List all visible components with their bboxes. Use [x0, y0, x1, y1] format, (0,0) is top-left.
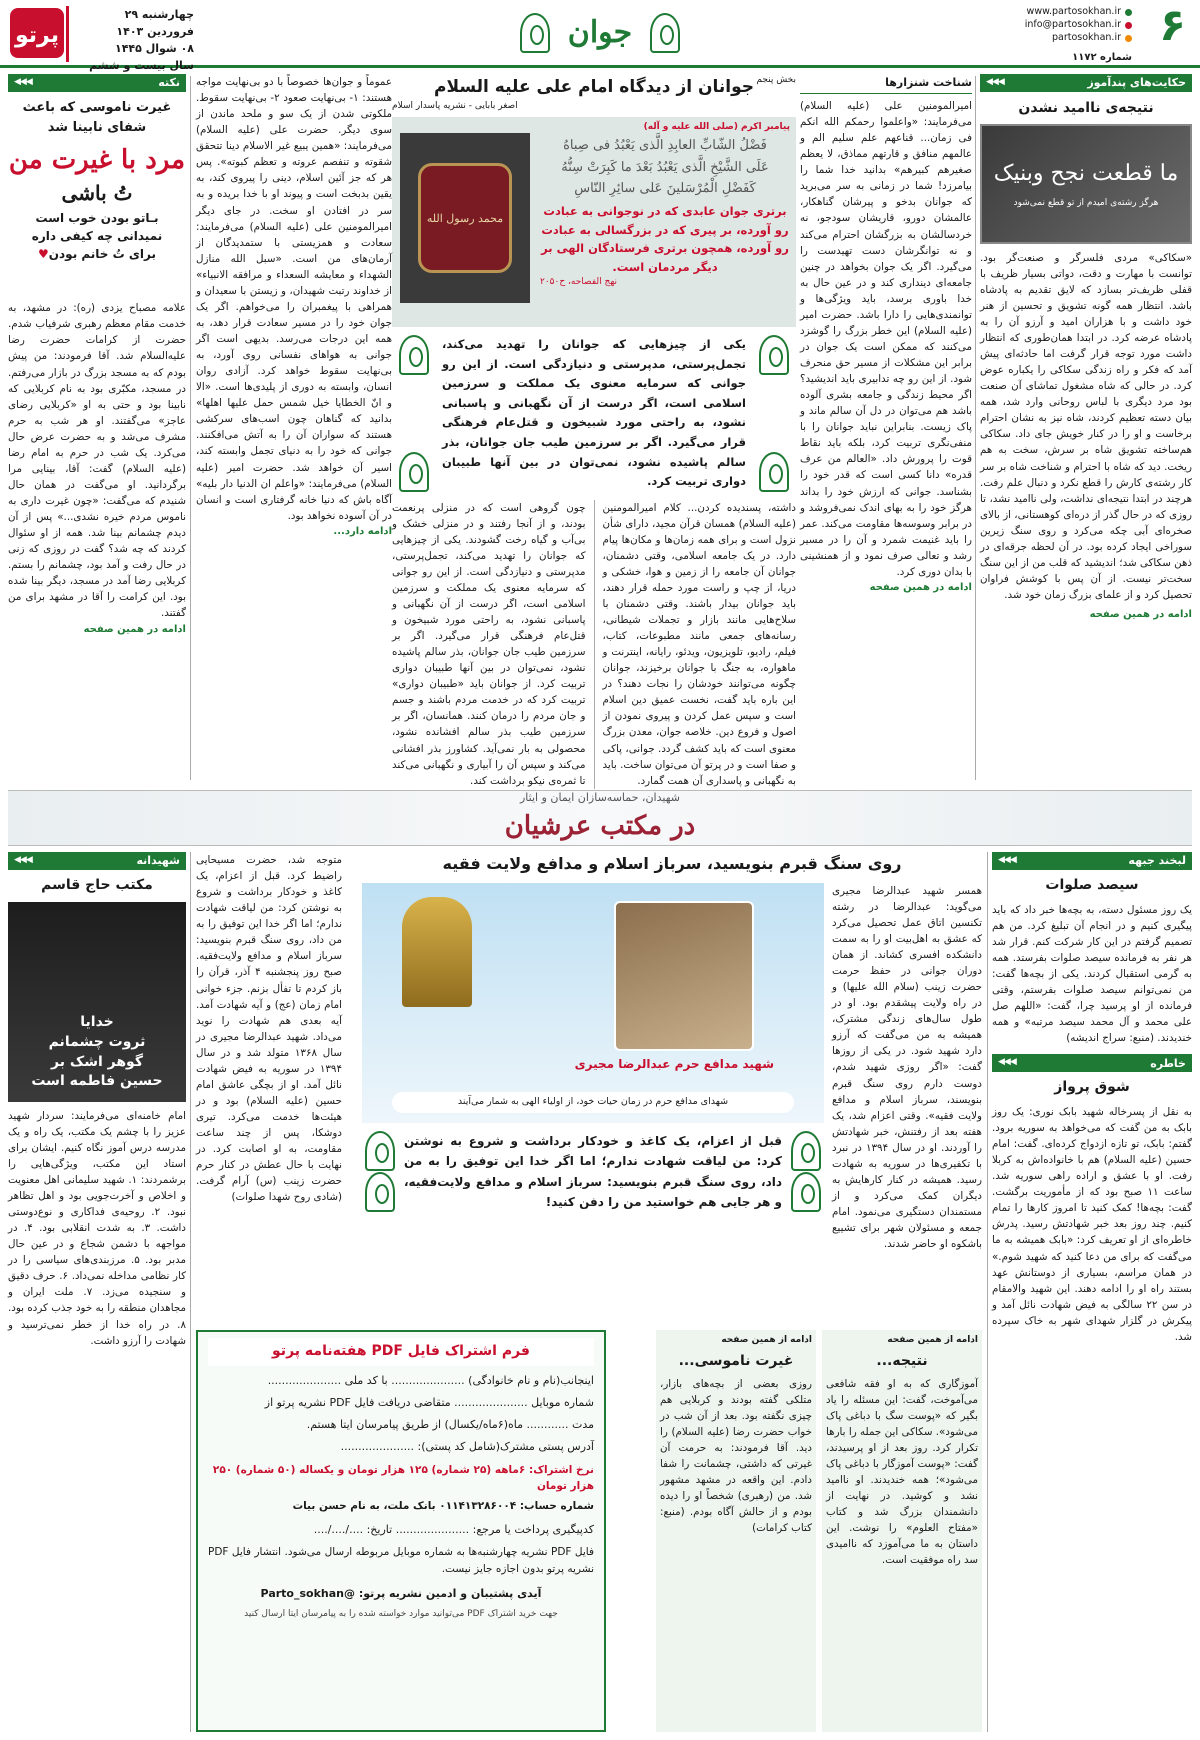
- column-2-header: شناخت شنزارها: [800, 74, 972, 94]
- hadith-translation: برتری جوان عابدی که در نوجوانی به عبادت رو آورده، بر پیری که در بزرگسالی به عبادت رو آورده، همچون برتری فرستادگان الهی بر دیگر مردمان است.: [541, 204, 789, 274]
- right-lower-column: [992, 852, 1192, 1732]
- column-2-body: امیرالمومنین علی (علیه السلام) می‌فرمایند: «واعلموا رحمکم الله انکم فی زمان... قناعهم علم سلیم الم و عالمهم منافق و قارتهم مماذق، لا یعظم صغیرهم کبیرهم» بدانید خدا شما را بیامرزد! شما در زمانی به سر می‌برید که جوانان بدخو و پیرشان گناهکار، عالمشان دورو، قاریشان سودجو، نه خردسالشان به بزرگشان احترام می‌کند و نه توانگرشان دست تهیدست را می‌گیرد. اگر یک جوان بخواهد در چنین جامعه‌ای دینداری کند و در عین حال به خدا باوری برسد، باید ویژگی‌ها و توانمندی‌هایی را دارا باشد. حضرت امیر (علیه السلام) این خطر بزرگ را گوشزد می‌کنند که ممکن است یک جوان در برابر این مشکلات از مسیر حق منحرف شود. از این رو چه تدابیری باید اندیشید؟ اگر محیط زندگی و جامعه بشری آلوده باشد هم می‌توان در دل آن سالم ماند و پاک زیست. بنابراین نباید جوانان را با منفی‌نگری تربیت کرد، بلکه باید نقاط قوت را پرورش داد. «العالم من عرف قدره» دانا کسی است که قدر خود را بشناسد. جوانی که ارزش خود را بداند هرگز خود را به بهای اندک نمی‌فروشد و در برابر وسوسه‌ها مقاومت می‌کند. عمر را باید غنیمت شمرد و آن را در مسیر رشد و تعالی صرف نمود و از همنشینی با بدان دوری کرد.: [800, 100, 972, 578]
- left-story-body: علامه مصباح یزدی (ره): در مشهد، به خدمت مقام معظم رهبری شرفیاب شدم. حضرت از کرامات حضرت رضا علیه‌السلام شد. آقا فرمودند: من پیش بودم که به مسجد بزرگ در بازار می‌رفتم. در مسجد، مکبّری بود به نام کربلایی که نابینا بود و حتی به او «کربلایی رضای عاجز» می‌گفتند. او هر شب به حرم مشرف می‌شد و به حضرت عرض حال می‌کرد. یک شب در حرم به امام رضا (علیه السلام) گفت: آقا، بینایی مرا برگردانید. او می‌گفت در همان حال شنیدم که می‌گفت: «چون غیرت داری به ناموس مردم خیره نشدی...» پس از آن دیدم چشمانم بینا شد. همه از او سئوال کردند که چه شد؟ گفت در روزی که زنی در حال رفت و آمد بود، چشمانم را بستم. کربلایی رضا آمد در مسجد، دیگر بینا شده بود. این کرامت را آقا در مشهد برای من گفتند.: [8, 302, 186, 620]
- form-line-address[interactable]: آدرس پستی مشترک(شامل کد پستی): .....................: [340, 1439, 594, 1453]
- date-block: [74, 6, 194, 74]
- martyr-left-column: [196, 852, 342, 1322]
- poster-line: حسین فاطمه است: [31, 1073, 163, 1090]
- masthead: [0, 0, 1200, 73]
- form-line-receipt[interactable]: کدپیگیری پرداخت یا مرجع: ..................... تاریخ: ..../..../....: [313, 1522, 594, 1536]
- continue-note: ادامه در همین صفحه: [869, 581, 972, 593]
- logo-divider: [66, 6, 69, 62]
- article-title: جوانان از دیدگاه امام علی علیه السلام: [434, 76, 754, 97]
- joke-body: یک روز مسئول دسته، به بچه‌ها خبر داد که باید پیگیری کنیم و در انجام آن تبلیغ کرد. من هم تصمیم گرفتم در این کار شرکت کنم. قرار شد هر نفر به فرمانده سیصد صلوات بفرستد. همه به گرمی استقبال کردند. یکی از بچه‌ها گفت: من نمی‌توانم سیصد صلوات بفرستم، وقتی فرمانده از او پرسید چرا، گفت: «اللهم صل علی محمد و آل محمد سیصد مرتبه» و همه خندیدند. (منبع: سراج اندیشه): [992, 903, 1192, 1045]
- column-divider: [975, 76, 976, 780]
- hadith-speaker: پیامبر اکرم (صلی الله علیه و آله): [643, 122, 790, 133]
- hijri-date: ۰۸ شوال ۱۴۴۵: [115, 42, 194, 56]
- shrine-dome-image: [402, 897, 472, 1007]
- continuation-body: آموزگاری که به او فقه شافعی می‌آموخت، گفت: این مسئله را یاد بگیر که «پوست سگ با دباغی پاک می‌شود». سکاکی این جمله را بارها تکرار کرد. روز بعد از او پرسیدند، گفت: «پوست آموزگار با دباغی پاک می‌شود»؛ همه خندیدند. او ناامید نشد و کوشید. در نهایت از دانشمندان بزرگ شد و کتاب «مفتاح العلوم» را نوشت. این داستان به ما می‌آموزد که ناامیدی سد راه موفقیت است.: [826, 1377, 978, 1567]
- side-ornament: [788, 1131, 824, 1213]
- column-header: [992, 852, 1192, 870]
- column-header-label: نکته: [158, 76, 180, 90]
- ornament-icon: [520, 13, 550, 53]
- martyr-title: روی سنگ قبرم بنویسید، سرباز اسلام و مدافع ولایت فقیه: [442, 854, 902, 873]
- art-subline: تُ باشی: [61, 181, 133, 206]
- column-divider: [987, 852, 988, 1732]
- column-divider: [190, 76, 191, 780]
- art-headline: مرد با غیرت من: [8, 145, 186, 176]
- column-header: [980, 74, 1192, 92]
- ornament-icon: [791, 1172, 821, 1212]
- calligraphy-art: [8, 144, 186, 294]
- ornament-icon: [399, 335, 429, 375]
- subscription-price: نرخ اشتراک: ۶ماهه (۲۵ شماره) ۱۲۵ هزار تومان و یکساله (۵۰ شماره) ۲۵۰ هزار تومان: [212, 1463, 594, 1493]
- column-divider: [594, 500, 595, 789]
- ornament-icon: [650, 13, 680, 53]
- poster-caption: شهید مدافع حرم عبدالرضا مجیری: [574, 1056, 774, 1071]
- ornament-icon: [365, 1131, 395, 1171]
- column-header-label: شهیدانه: [136, 854, 180, 868]
- image-caption: هرگز رشته‌ی امیدم از تو قطع نمی‌شود: [1013, 197, 1159, 208]
- far-left-lower-column: [8, 852, 186, 1732]
- poster-line: گوهر اشک بر: [51, 1053, 143, 1070]
- continue-note: ادامه در همین صفحه: [1089, 609, 1192, 621]
- continue-note: ادامه دارد...: [333, 525, 392, 537]
- arrows-icon: ◀◀◀: [986, 77, 1004, 88]
- article-column-b: داشته، پسندیده کردن... کلام امیرالمومنین (علیه السلام) همسان قرآن مجید، دارای شأن نزول است و برای همه زمان‌ها و مکان‌ها پیام دارد. در یک جامعه اسلامی، وقتی دشمنان، جوانان آن جامعه را از زمین و هوا، خشکی و دریا، از چپ و راست مورد حمله قرار دهند، باید جوانان بیدار باشند. وقتی دشمنان با سلاح‌هایی مانند بازار و تجملات شیطانی، رسانه‌های جمعی مانند مطبوعات، کتاب، فیلم، رادیو، تلویزیون، ویدئو، رایانه، اینترنت و ماهواره، به جنگ با جوانان برخیزند، جوانان چگونه می‌توانند خودشان را نجات دهند؟ در این باره باید گفت، نخست عمیق دین اسلام است و سپس عمل کردن و پیروی نمودن از اصول و فروع دین. خلاصه جوان، معدن بزرگ معنوی است که باید کشف گردد. جوانی، پاکی و صفا است و در پرتو آن می‌توان ساخت. باید به نگهبانی و پاسداری آن همت گمارد.: [602, 501, 796, 787]
- subscription-account: شماره حساب: ۰۱۱۴۱۳۲۸۶۰۰۴ بانک ملت، به نام حسن بیات: [292, 1500, 594, 1513]
- column-left-mid: [196, 74, 392, 782]
- heart-icon: ♥: [38, 247, 49, 262]
- hadith-arabic-3: كَفَضْلِ الْمُرْسَلينَ عَلى سائِرِ النّاسِ: [574, 181, 756, 197]
- subscription-note: فایل PDF نشریه چهارشنبه‌ها به شماره موبایل مربوطه ارسال می‌شود. انتشار فایل PDF نشریه پرتو بدون اجازه جایز نیست.: [208, 1545, 594, 1576]
- ornament-icon: [759, 335, 789, 375]
- arrows-icon: ◀◀◀: [14, 855, 32, 866]
- art-line: بـاتو بودن خوب است: [35, 211, 159, 226]
- arrows-icon: ◀◀◀: [998, 855, 1016, 866]
- ornament-icon: [791, 1131, 821, 1171]
- joke-title: سیصد صلوات: [1045, 877, 1139, 893]
- story-image: [980, 124, 1192, 244]
- continuation-box-b: [656, 1330, 816, 1732]
- martyr-poster: [362, 883, 824, 1123]
- story-title: نتیجه‌ی ناامید نشدن: [1018, 100, 1154, 116]
- side-ornament: [752, 335, 796, 491]
- image-calligraphy: ما قطعت نجح وبنیک: [993, 160, 1179, 186]
- article-lead: یکی از چیزهایی که جوانان را تهدید می‌کند، تجمل‌پرستی، مدپرستی و دنیازدگی است. از این رو جوانی که سرمایه معنوی یک مملکت و سرزمین اسلامی است، اگر درست از آن نگهبانی و پاسبانی نشود، به راحتی مورد شبیخون و قتل‌عام فرهنگی قرار می‌گیرد. اگر بر سرزمین طیب جان جوانان، بذر سالم پاشیده نشود، نمی‌توان در بین آنها طبیبان دواری تربیت کرد.: [442, 337, 746, 489]
- continuation-title: نتیجه...: [876, 1352, 928, 1369]
- poster-subcaption: شهدای مدافع حرم در زمان حیات خود، از اولیاء الهی به شمار می‌آیند: [392, 1092, 794, 1113]
- hadith-panel: [392, 117, 796, 327]
- hadith-arabic-1: فَضْلُ الشّابِّ العابِدِ الَّذى يَعْبُدُ فى صِباهُ: [563, 138, 767, 154]
- section-title: جوان: [567, 14, 633, 50]
- date-line: چهارشنبه ۲۹ فروردین ۱۴۰۳: [116, 8, 194, 39]
- arshian-banner: [8, 790, 1192, 846]
- arrows-icon: ◀◀◀: [14, 77, 32, 88]
- continuation-title: غیرت ناموسی...: [678, 1352, 794, 1369]
- eitaa-icon: [1125, 35, 1132, 42]
- subscription-footer: جهت خرید اشتراک PDF می‌توانید موارد خواسته شده را به پیامرسان ایتا ارسال کنید: [244, 1609, 558, 1620]
- continuation-label: ادامه از همین صفحه: [721, 1335, 812, 1345]
- column-divider: [190, 852, 191, 1732]
- hadith-arabic-2: عَلَى الشَّيْخِ الَّذى يَعْبُدُ بَعْدَ ما كَبِرَتْ سِنُّهُ: [561, 159, 769, 175]
- continuation-box-a: [822, 1330, 982, 1732]
- haj-qasem-title: مکتب حاج قاسم: [41, 877, 153, 893]
- form-line-mobile[interactable]: شماره موبایل ..................... متقاضی دریافت فایل PDF نشریه پرتو از: [264, 1395, 594, 1409]
- continuation-label: ادامه از همین صفحه: [887, 1335, 978, 1345]
- article-column-a: چون گروهی است که در منزلی پرنعمت بودند، و از آنجا رفتند و در منزلی خشک و بی‌آب و گیاه رخت گشودند. یکی از چیزهایی که جوانان را تهدید می‌کند، تجمل‌پرستی، مدپرستی و دنیازدگی است. از این رو جوانی که سرمایه معنوی یک مملکت و سرزمین اسلامی است، اگر درست از آن نگهبانی و پاسبانی نشود، به راحتی مورد شبیخون و قتل‌عام فرهنگی قرار می‌گیرد. اگر بر سرزمین طیب جان جوانان، بذر سالم پاشیده نشود، نمی‌توان در بین آنها طبیبان دواری تربیت کرد. از جوانان باید «طبیبان دواری» تربیت کرد که در خدمت مردم باشند و جسم و جان مردم را درمان کنند. همانسان، اگر بر سرزمین طیب بذر سالم افشانده نشود، محصولی به بار نمی‌آید. کشاورز بذر افشانی می‌کند و سپس آن را آبیاری و نگهبانی می‌کند تا ثمره‌ی نیکو برداشت کند.: [392, 501, 586, 787]
- poster-line: ثروت چشمانم: [48, 1033, 146, 1050]
- column-header: [8, 852, 186, 870]
- haj-qasem-poster: [8, 902, 186, 1102]
- right-column: [980, 74, 1192, 782]
- martyr-right-text: همسر شهید عبدالرضا مجیری می‌گوید: عبدالرضا در رشته تکنسین اتاق عمل تحصیل می‌کرد که عشق به اهل‌بیت او را به سمت دانشکده افسری کشاند. از همان دوران جوانی در حفظ حرمت حضرت زینب (سلام الله علیها) و در راه ولایت پیشقدم بود. او در طول سال‌های زندگی مشترک، همیشه به من می‌گفت که آرزو دارد شهید شود. در یکی از روزها گفت: «اگر روزی شهید شدم، دوست دارم روی سنگ قبرم بنویسند، سرباز اسلام و مدافع ولایت فقیه». وقتی اعزام شد، یک هفته بعد از رفتنش، خبر شهادتش را آوردند. او در سال ۱۳۹۴ در نبرد با تکفیری‌ها در سوریه به شهادت رسید. همیشه در کنار کارهایش به دیگران کمک می‌کرد و از مستمندان دستگیری می‌نمود. امام جمعه و مسئولان شهر برای تشییع باشکوه او حاضر شدند.: [832, 884, 983, 1251]
- ornament-icon: [365, 1172, 395, 1212]
- martyr-quote: قبل از اعزام، یک کاغذ و خودکار برداشت و شروع به نوشتن کرد: من لیاقت شهادت ندارم؛ اما اگر خدا این توفیق را به من داد، روی سنگ قبرم بنویسید: سرباز اسلام و مدافع ولایت‌فقیه، و هر جایی هم خواستید من را دفن کنید!: [404, 1133, 782, 1209]
- main-article: [392, 74, 796, 787]
- site-list: [1012, 6, 1132, 44]
- form-line-name[interactable]: اینجانب(نام و نام خانوادگی) ..................... با کد ملی .....................: [267, 1373, 594, 1387]
- martyr-left-text: متوجه شد، حضرت مسیحایی راضیط کرد. قبل از اعزام، یک کاغذ و خودکار برداشت و شروع به نوشتن کرد: من لیاقت شهادت ندارم؛ اما اگر خدا این توفیق را به من داد، روی سنگ قبرم بنویسید: سرباز اسلام و مدافع ولایت‌فقیه. صبح روز پنجشنبه ۴ آذر، قرآن را باز کردم تا تفأل بزنم. جزء خوانی امام زمان (عج) و آیه شهادت آمد. آیه بعدی هم شهادت را نوید می‌داد. شهید عبدالرضا مجیری در سال ۱۳۶۸ متولد شد و در سال ۱۳۹۴ در سوریه به فیض شهادت نائل آمد. او از بچگی عاشق امام حسین (علیه السلام) بود و در هیئت‌ها خدمت می‌کرد. تیری دوشکا، پس از چند ساعت مقاومت، به او اصابت کرد. در نهایت با حال عطش در کنار حرم حضرت زینب (س) آرام گرفت. (شادی روح شهدا صلوات): [196, 854, 343, 1204]
- side-ornament: [392, 335, 436, 491]
- side-ornament: [362, 1131, 398, 1213]
- website-link[interactable]: www.partosokhan.ir: [1026, 6, 1121, 17]
- arrows-icon: ◀◀◀: [998, 1057, 1016, 1068]
- logo-text: پرتو: [15, 23, 59, 48]
- martyr-photo: [614, 901, 754, 1051]
- column-header: [8, 74, 186, 92]
- left-column: [8, 74, 186, 782]
- poster-line: خدایا: [80, 1014, 114, 1031]
- memory-body: به نقل از پسرخاله شهید بابک نوری: یک روز بابک به من گفت که می‌خواهد به سوریه برود. گفتم: بابک، تو تازه ازدواج کرده‌ای. گفت: امام حسین (علیه السلام) هم با خانواده‌اش به کربلا رفت. او با عشق و اراده راهی سوریه شد. ساعت ۱۱ صبح بود که از مأموریت برگشت. گفت: بچه‌ها! کمک کنید تا امروز کارها را تمام کنیم. چند روز بعد خبر شهادتش رسید. پدرش خاطره‌ای از او تعریف کرد: «بابک همیشه به ما می‌گفت که برای من دعا کنید که شهید شوم.» در همان مراسم، بسیاری از دوستانش عهد بستند راه او را ادامه دهند. این شهید والامقام در سن ۲۲ سالگی به فیض شهادت نائل آمد و پیکرش در گلزار شهدای شهر به خاک سپرده شد.: [992, 1105, 1193, 1343]
- ornament-icon: [399, 452, 429, 492]
- column-header-label: حکایت‌های پندآموز: [1087, 76, 1186, 90]
- parto-logo: [8, 4, 66, 62]
- emblem-calligraphy: محمد رسول الله: [418, 163, 512, 273]
- email-link[interactable]: info@partosokhan.ir: [1024, 18, 1121, 30]
- column-2: [800, 74, 972, 782]
- banner-subtitle: شهیدان، حماسه‌سازان ایمان و ایثار: [519, 791, 680, 805]
- continue-note: ادامه در همین صفحه: [83, 623, 186, 635]
- globe-icon: [1125, 9, 1132, 16]
- ornament-icon: [759, 452, 789, 492]
- volume-line: سال بیست و ششم: [89, 59, 194, 73]
- art-line: نمیدانی چه کیفی داره: [31, 229, 163, 244]
- hadith-source: نهج الفصاحه، ح۲۰۵۰: [540, 277, 617, 288]
- section-title-box: [480, 4, 720, 62]
- issue-number: شماره ۱۱۷۲: [1072, 52, 1132, 63]
- admin-id[interactable]: آیدی پشتیبان و ادمین نشریه پرتو: @Parto_sokhan: [260, 1587, 542, 1601]
- haj-qasem-body: امام خامنه‌ای می‌فرمایند: سردار شهید عزیز را با چشم یک مکتب، یک راه و یک مدرسه درس آموز نگاه کنیم. ایشان برای استاد این مکتب، ویژگی‌هایی را برشمردند: ۱. شهید سلیمانی اهل معنویت و اخلاص و آخرت‌جویی بود و اهل تظاهر نبود. ۲. روحیه‌ی فداکاری و نوع‌دوستی داشت. ۳. به شدت انقلابی بود. ۴. در مواجهه با دشمن شجاع و در عین حال مدبر بود. ۵. مرزبندی‌های سیاسی را در کار نظامی مداخله نمی‌داد. ۶. حرف دقیق و سنجیده می‌زد. ۷. ملت ایران و مجاهدان منطقه را به خود جذب کرده بود. ۸. در راه خدا از خطر نمی‌ترسید و شهادت را آرزو داشت.: [8, 1109, 187, 1347]
- art-line: برای تُ خانم بودن: [48, 247, 156, 262]
- subscription-title: فرم اشتراک فایل PDF هفته‌نامه پرتو: [208, 1338, 594, 1366]
- mail-icon: [1125, 22, 1132, 29]
- emblem-frame: [400, 133, 530, 303]
- page-number: ۶: [1159, 0, 1186, 51]
- eitaa-link[interactable]: partosokhan.ir: [1052, 31, 1121, 43]
- column-header: [992, 1054, 1192, 1072]
- article-byline: اصغر بابایی - نشریه پاسدار اسلام: [392, 101, 518, 112]
- memory-title: شوق پرواز: [1054, 1079, 1130, 1096]
- martyr-article: [362, 852, 982, 1322]
- column-left-mid-body: عموماً و جوان‌ها خصوصاً با دو بی‌نهایت مواجه هستند: ۱- بی‌نهایت صعود ۲- بی‌نهایت سقوط. ملکوتی شدن از یک سو و ملحد ماندن از سوی دیگر. حضرت علی (علیه السلام) می‌فرمایند: «همین یبیع غیر الاسلام دینا تتحقق شقوته و تنفصم عروته و تعظم کبوته». پس هر که جز آئین اسلام، دینی را پیروی کند، به یقین بدبخت است و پیوند او با خدا بریده و به سر در افتادن او سخت. در جای دیگر امیرالمومنین علی (علیه السلام) می‌فرمایند: سعادت و همزیستی با ستمدیدگان از آرمان‌های من است. «سبل الله منازل الشهداء و معایشه السعداء و مرافقه الانبیاء» از خداوند رتبت شهیدان، و زیستن با سعیدان و همراهی با پیغمبران را می‌خواهم. اگر یک جوان خود را در مسیر سعادت قرار دهد، به همه این درجات می‌رسد. بدیهی است اگر جوانی به هواهای نفسانی روی آورد، به بی‌نهایت سقوط خواهد کرد. آزادی روان انسان، وابسته به دوری از پلیدی‌ها است. «الا و انّ الخطایا خیل شمس حمل علیها اهلها» بدانید که گناهان چون اسب‌های سرکشی هستند که سواران آن را به آتش می‌افکنند. جوانی که خود را به دنیای تجمل وابسته کند، اسیر آن خواهد شد. حضرت امیر (علیه السلام) می‌فرمایند: «واعلم ان الدنیا دار بلیه» آگاه باش که دنیا خانه گرفتاری است و انسان در آن آسوده نخواهد بود.: [196, 76, 393, 522]
- subscription-form: [196, 1330, 606, 1732]
- column-header-label: لبخند جبهه: [1128, 854, 1186, 868]
- banner-title: در مکتب عرشیان: [504, 811, 696, 842]
- left-story-title: غیرت ناموسی که باعث شفای نابینا شد: [22, 100, 172, 136]
- article-kicker: بخش پنجم: [756, 75, 796, 85]
- column-header-label: خاطره: [1150, 1056, 1186, 1070]
- form-line-duration[interactable]: مدت ............ ماه(۶ماه/یکسال) از طریق پیامرسان ایتا هستم.: [306, 1417, 594, 1431]
- continuation-body: روزی بعضی از بچه‌های بازار، متلکی گفته بودند و کربلایی هم چیزی نگفته بود. بعد از آن شب در خواب حضرت رضا (علیه السلام) را دید. آقا فرمودند: به حرمت آن غیرتی که داشتی، چشمانت را شفا دادم. این واقعه در مشهد مشهور شد. من (رهبری) شخصاً او را دیده بودم و از حالش آگاه بودم. (منبع: کتاب کرامات): [660, 1377, 812, 1535]
- story-body: «سکاکی» مردی فلسرگر و صنعت‌گر بود. توانست با مهارت و دقت، دواتی بسیار ظریف با قفلی ظریف‌تر بسازد که لایق تقدیم به پادشاه باشد. انتظار همه گونه تشویق و تحسین از هنر خود داشت و با هزاران امید و آرزو آن را به پادشاه عرضه کرد. در ابتدا همان‌طوری که انتظار داشت مورد توجه قرار گرفت اما حادثه‌ای پیش آمد که فکر و راه زندگی سکاکی را یکباره عوض کرد. در حالی که شاه مشغول تماشای آن صنعت بود مرد دیگری با لباس روحانی وارد شد، همه بیان دسته تعظیم کردند، شاه نیز به نشان احترام برخاست و او را در کنار خویش جای داد. سکاکی هم‌ساخته تشویق شاه بر سرش، سخت به هم ریخت. دید که شاه با احترام و شناخت شاه بر سر کار رشته‌ی کارش را قطع نکرد و دنبال علم رفت. هرچند در ابتدا نتیجه‌ای نداشت، ولی ناامید نشد، تا روزی که در حال گذر از دره‌ای کوهستانی، از بالای صخره‌ای آبی چکه می‌کرد و روی سنگ زیرین سوراخی ایجاد کرده بود. در آن لحظه جرقه‌ای در ذهن سکاکی شد؛ اندیشید که قلب من از این سنگ سخت‌تر نیست. از آن پس با کوشش فراوان تحصیل کرد و از علمای بزرگ زمان خود شد.: [979, 251, 1192, 601]
